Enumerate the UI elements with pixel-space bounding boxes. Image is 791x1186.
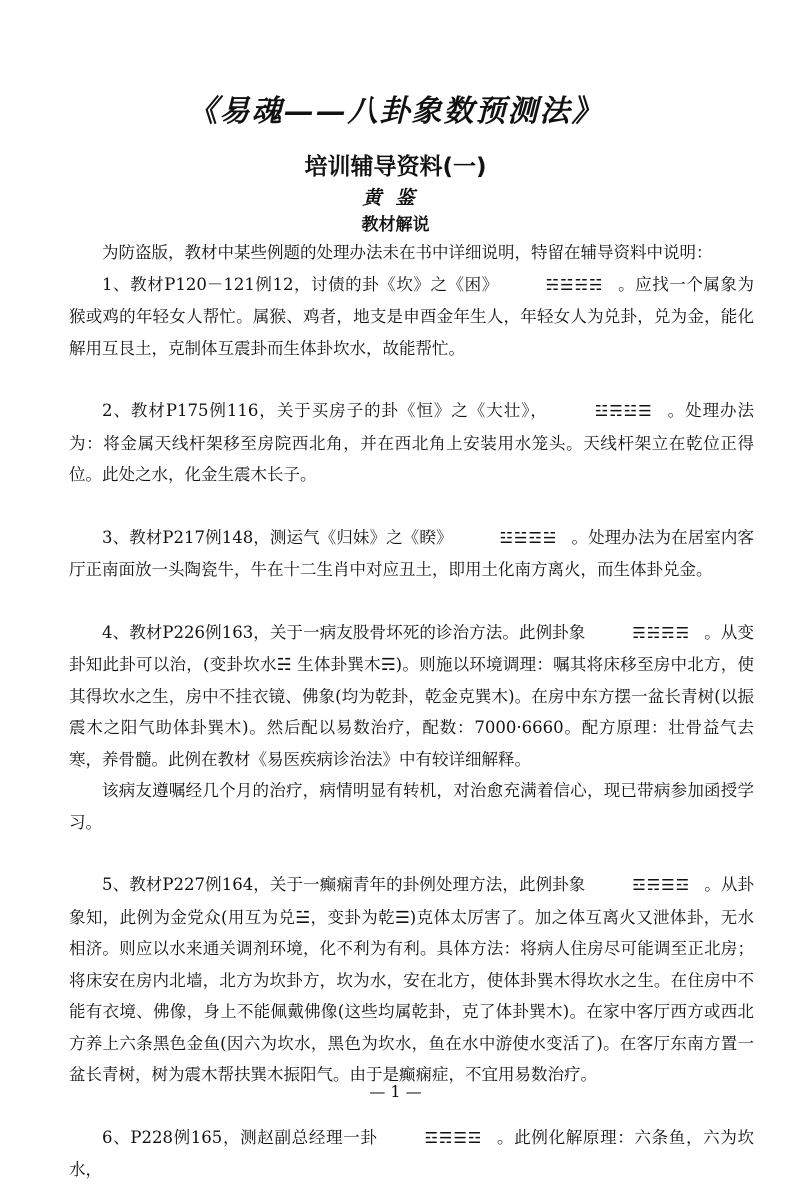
paragraph-item-3	[69, 522, 754, 586]
paragraph-item-4-followup: 该病友遵嘱经几个月的治疗，病情明显有转机，对治愈充满着信心，现已带病参加函授学习。	[69, 781, 754, 832]
document-title: 《易魂——八卦象数预测法》	[187, 94, 604, 129]
paragraph-text: 。从卦象知，此例为金党众(用互为兑☱，变卦为乾☰)克体太厉害了。加之体互离火又泄体卦，无水相济。则应以水来通关调剂环境，化不利为有利。具体方法：将病人住房尽可能调至正北房；将床安在房内北墙，北方为坎卦方，坎为水，安在北方，使体卦巽木得坎水之生。在住房中不能有衣境、佛像，身上不能佩戴佛像(这些均属乾卦，克了体卦巽木)。在家中客厅西方或西北方养上六条黑色金鱼(因六为坎水，黑色为坎水，鱼在水中游使水变活了)。在客厅东南方置一盆长青树，树为震木帮扶巽木振阳气。由于是癫痫症，不宜用易数治疗。	[69, 875, 754, 1084]
hexagram-symbol: ☵☱☵☵	[545, 275, 604, 294]
paragraph-gap	[69, 586, 754, 617]
page-number: — 1 —	[369, 1082, 422, 1101]
paragraph-text: 。应找一个属象为猴或鸡的年轻女人帮忙。属猴、鸡者，地支是申酉金年生人，年轻女人为兑卦，兑为金，能化解用互艮土，克制体互震卦而生体卦坎水，故能帮忙。	[69, 274, 754, 358]
paragraph-gap	[69, 364, 754, 395]
paragraph-item-6	[69, 1122, 754, 1186]
paragraph-item-5	[69, 869, 754, 1091]
paragraph-item-1	[69, 269, 754, 365]
paragraph-gap	[69, 838, 754, 869]
paragraph-text: 。从变卦知此卦可以治，(变卦坎水☵ 生体卦巽木☴)。则施以环境调理：嘱其将床移至房中北方，使其得坎水之生，房中不挂衣镜、佛象(均为乾卦，乾金克巽木)。在房中东方摆一盆长青树(以振震木之阳气助体卦巽木)。然后配以易数治疗，配数：7000·6660。配方原理：壮骨益气去寒，养骨髓。此例在教材《易医疾病诊治法》中有较详细解释。	[69, 622, 754, 769]
section-heading: 教材解说	[361, 215, 430, 235]
paragraph-text: 6、P228例165，测赵副总经理一卦	[102, 1127, 378, 1147]
paragraph-item-4	[69, 617, 754, 776]
paragraph-text: 3、教材P217例148，测运气《归妹》之《睽》	[102, 527, 453, 547]
hexagram-symbol: ☴☵☴☴	[632, 623, 691, 642]
paragraph-text: 。此例化解原理：六条鱼，六为坎水，	[69, 1127, 755, 1179]
paragraph-text: 。处理办法为在居室内客厅正南面放一头陶瓷牛，牛在十二生肖中对应丑土，即用土化南方离火，而生体卦兑金。	[69, 527, 754, 579]
document-body	[69, 237, 754, 1186]
paragraph-text: 。处理办法为：将金属天线杆架移至房院西北角，并在西北角上安装用水笼头。天线杆架立在乾位正得位。此处之水，化金生震木长子。	[69, 401, 755, 484]
author-name: 黄鉴	[362, 187, 429, 209]
hexagram-symbol: ☲☴☰☲	[632, 876, 691, 894]
paragraph-text: 2、教材P175例116，关于买房子的卦《恒》之《大壮》，	[102, 401, 548, 420]
hexagram-symbol: ☳☴☳☰	[594, 402, 653, 420]
document-subtitle: 培训辅导资料(一)	[304, 154, 487, 180]
hexagram-symbol: ☳☱☲☱	[499, 528, 558, 547]
paragraph-text: 1、教材P120－121例12，讨债的卦《坎》之《困》	[102, 274, 499, 294]
intro-paragraph: 为防盗版，教材中某些例题的处理办法未在书中详细说明，特留在辅导资料中说明：	[102, 243, 713, 262]
paragraph-gap	[69, 491, 754, 522]
paragraph-text: 5、教材P227例164，关于一癫痫青年的卦例处理方法，此例卦象	[102, 875, 586, 894]
paragraph-text: 4、教材P226例163，关于一病友股骨坏死的诊治方法。此例卦象	[102, 622, 586, 642]
paragraph-item-2	[69, 395, 754, 491]
hexagram-symbol: ☲☴☰☲	[424, 1128, 483, 1147]
